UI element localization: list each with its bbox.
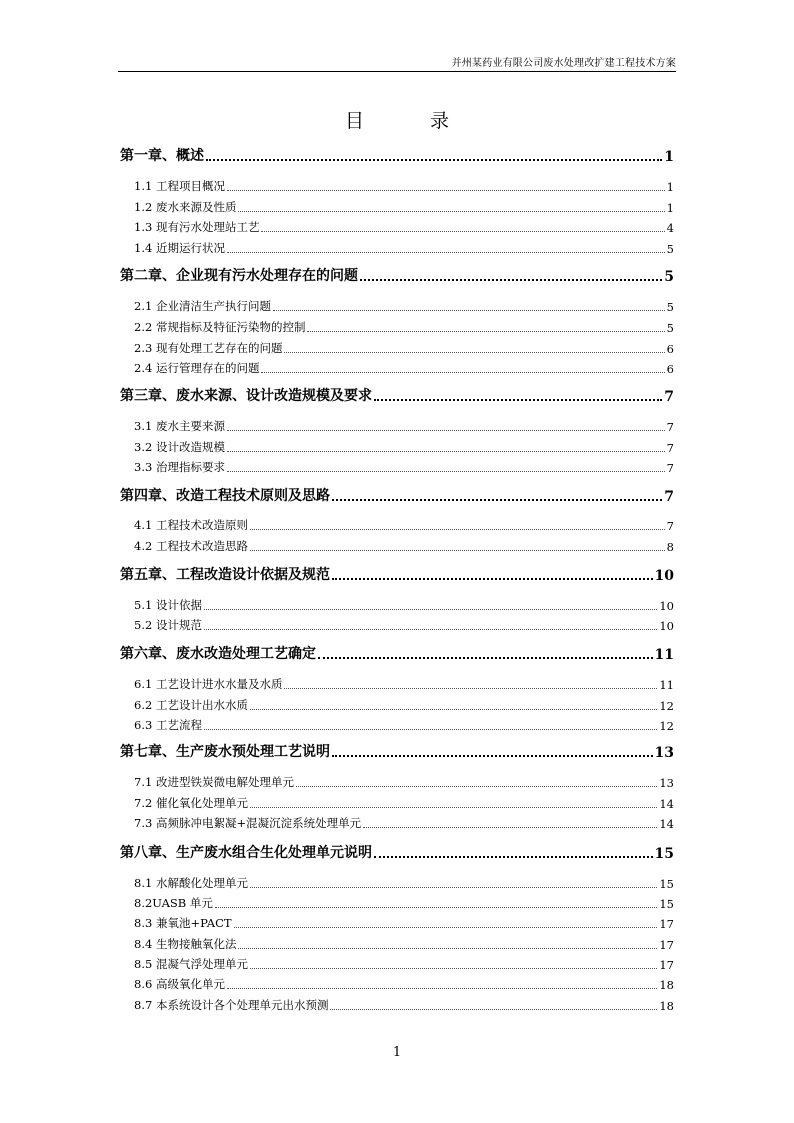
toc-section-page: 18 <box>659 999 674 1013</box>
toc-chapter-page: 5 <box>664 269 674 285</box>
dot-leader <box>227 451 665 452</box>
toc-section-label: 3.3 治理指标要求 <box>134 460 225 474</box>
toc-section-label: 4.1 工程技术改造原则 <box>134 518 248 532</box>
toc-section[interactable] <box>134 516 674 533</box>
toc-section-label: 2.1 企业清洁生产执行问题 <box>134 299 271 313</box>
dot-leader <box>206 159 662 161</box>
dot-leader <box>227 988 657 989</box>
toc-section-page: 13 <box>659 776 674 790</box>
dot-leader <box>332 755 653 757</box>
toc-section-label: 1.3 现有污水处理站工艺 <box>134 220 260 234</box>
toc-section-page: 18 <box>659 978 674 992</box>
toc-section[interactable] <box>134 537 674 554</box>
toc-section[interactable] <box>134 975 674 992</box>
toc-section[interactable] <box>134 955 674 972</box>
dot-leader <box>227 190 665 191</box>
toc-section-page: 5 <box>666 321 674 335</box>
toc-section[interactable] <box>134 198 674 215</box>
toc-section[interactable] <box>134 996 674 1013</box>
toc-section-page: 1 <box>666 201 674 215</box>
toc-section[interactable] <box>134 696 674 713</box>
dot-leader <box>250 807 657 808</box>
dot-leader <box>261 372 664 373</box>
toc-section-label: 1.2 废水来源及性质 <box>134 200 237 214</box>
dot-leader <box>204 629 657 630</box>
toc-section-page: 14 <box>659 797 674 811</box>
toc-chapter[interactable] <box>120 485 674 505</box>
toc-section[interactable] <box>134 675 674 692</box>
toc-section[interactable] <box>134 596 674 613</box>
running-header: 并州某药业有限公司废水处理改扩建工程技术方案 <box>451 58 676 69</box>
dot-leader <box>273 310 665 311</box>
toc-chapter-page: 1 <box>664 149 674 165</box>
dot-leader <box>227 471 665 472</box>
dot-leader <box>330 1009 657 1010</box>
toc-section-page: 1 <box>666 180 674 194</box>
toc-section[interactable] <box>134 458 674 475</box>
toc-section-page: 5 <box>666 300 674 314</box>
toc-section-page: 14 <box>659 817 674 831</box>
toc-section[interactable] <box>134 874 674 891</box>
toc-chapter-label: 第四章、改造工程技术原则及思路 <box>120 488 330 504</box>
toc-section-label: 2.3 现有处理工艺存在的问题 <box>134 341 283 355</box>
toc-section[interactable] <box>134 297 674 314</box>
toc-section-page: 7 <box>666 461 674 475</box>
toc-section-label: 6.2 工艺设计出水水质 <box>134 698 248 712</box>
toc-chapter-page: 10 <box>654 568 674 584</box>
toc-section-page: 12 <box>659 719 674 733</box>
dot-leader <box>318 657 653 659</box>
dot-leader <box>215 907 657 908</box>
dot-leader <box>296 786 657 787</box>
toc-section-page: 7 <box>666 519 674 533</box>
toc-chapter[interactable] <box>120 741 674 761</box>
toc-section-page: 17 <box>659 938 674 952</box>
dot-leader <box>284 688 657 689</box>
toc-section[interactable] <box>134 794 674 811</box>
toc-section[interactable] <box>134 616 674 633</box>
toc-section-label: 1.4 近期运行状况 <box>134 241 225 255</box>
toc-section[interactable] <box>134 218 674 235</box>
dot-leader <box>238 948 657 949</box>
dot-leader <box>238 211 664 212</box>
toc-section[interactable] <box>134 894 674 911</box>
dot-leader <box>374 399 662 401</box>
toc-chapter-page: 11 <box>654 647 674 663</box>
toc-section-label: 3.1 废水主要来源 <box>134 419 225 433</box>
dot-leader <box>332 499 662 501</box>
toc-section-label: 8.6 高级氧化单元 <box>134 977 225 991</box>
toc-section-label: 5.2 设计规范 <box>134 618 202 632</box>
toc-section-label: 1.1 工程项目概况 <box>134 179 225 193</box>
dot-leader <box>250 529 665 530</box>
toc-section-label: 2.2 常规指标及特征污染物的控制 <box>134 320 306 334</box>
toc-section[interactable] <box>134 914 674 931</box>
dot-leader <box>360 279 662 281</box>
toc-section-label: 7.2 催化氧化处理单元 <box>134 796 248 810</box>
toc-section-label: 8.4 生物接触氧化法 <box>134 937 237 951</box>
toc-section-label: 7.3 高频脉冲电絮凝+混凝沉淀系统处理单元 <box>134 816 362 830</box>
toc-section-label: 6.1 工艺设计进水水量及水质 <box>134 677 283 691</box>
toc-section[interactable] <box>134 318 674 335</box>
toc-chapter-page: 13 <box>654 745 674 761</box>
toc-section-label: 5.1 设计依据 <box>134 598 202 612</box>
toc-section-label: 8.5 混凝气浮处理单元 <box>134 957 248 971</box>
toc-section-page: 17 <box>659 917 674 931</box>
toc-chapter-label: 第五章、工程改造设计依据及规范 <box>120 567 330 583</box>
dot-leader <box>332 578 653 580</box>
dot-leader <box>250 968 657 969</box>
toc-section-label: 7.1 改进型铁炭微电解处理单元 <box>134 775 294 789</box>
toc-chapter-label: 第三章、废水来源、设计改造规模及要求 <box>120 388 372 404</box>
toc-section-label: 8.3 兼氧池+PACT <box>134 916 232 930</box>
toc-section[interactable] <box>134 438 674 455</box>
toc-section-page: 12 <box>659 699 674 713</box>
toc-chapter[interactable] <box>120 385 674 405</box>
toc-section[interactable] <box>134 935 674 952</box>
toc-section-label: 8.2UASB 单元 <box>134 896 213 910</box>
toc-section[interactable] <box>134 359 674 376</box>
toc-section-page: 7 <box>666 420 674 434</box>
toc-chapter[interactable] <box>120 265 674 285</box>
dot-leader <box>307 331 664 332</box>
toc-section[interactable] <box>134 716 674 733</box>
toc-section-page: 6 <box>666 342 674 356</box>
toc-section[interactable] <box>134 177 674 194</box>
dot-leader <box>363 827 657 828</box>
toc-section-page: 15 <box>659 897 674 911</box>
toc-section-label: 4.2 工程技术改造思路 <box>134 539 248 553</box>
toc-section-page: 6 <box>666 362 674 376</box>
toc-chapter-label: 第一章、概述 <box>120 148 204 164</box>
toc-section[interactable] <box>134 814 674 831</box>
toc-section[interactable] <box>134 239 674 256</box>
header-rule <box>118 71 676 72</box>
page-number: 1 <box>392 1045 402 1060</box>
toc-chapter-page: 7 <box>664 389 674 405</box>
dot-leader <box>234 927 658 928</box>
dot-leader <box>204 609 657 610</box>
dot-leader <box>250 709 657 710</box>
toc-section[interactable] <box>134 773 674 790</box>
toc-chapter-label: 第六章、废水改造处理工艺确定 <box>120 646 316 662</box>
toc-section-page: 15 <box>659 877 674 891</box>
toc-section-label: 8.1 水解酸化处理单元 <box>134 876 248 890</box>
dot-leader <box>227 252 665 253</box>
toc-chapter[interactable] <box>120 643 674 663</box>
toc-section-page: 11 <box>659 678 674 692</box>
toc-section-label: 2.4 运行管理存在的问题 <box>134 361 260 375</box>
toc-section-label: 8.7 本系统设计各个处理单元出水预测 <box>134 998 329 1012</box>
toc-section-page: 10 <box>659 599 674 613</box>
toc-chapter-label: 第八章、生产废水组合生化处理单元说明 <box>120 845 372 861</box>
toc-chapter-page: 7 <box>664 489 674 505</box>
dot-leader <box>227 430 665 431</box>
toc-section-page: 4 <box>666 221 674 235</box>
toc-section-label: 3.2 设计改造规模 <box>134 440 225 454</box>
toc-chapter-label: 第二章、企业现有污水处理存在的问题 <box>120 268 358 284</box>
toc-chapter[interactable] <box>120 842 674 862</box>
dot-leader <box>261 231 664 232</box>
toc-section-page: 10 <box>659 619 674 633</box>
dot-leader <box>250 887 657 888</box>
toc-section-page: 5 <box>666 242 674 256</box>
toc-title: 目 录 <box>344 110 480 132</box>
toc-chapter[interactable] <box>120 564 674 584</box>
toc-section[interactable] <box>134 339 674 356</box>
dot-leader <box>374 856 653 858</box>
toc-section[interactable] <box>134 417 674 434</box>
toc-chapter[interactable] <box>120 145 674 165</box>
toc-chapter-page: 15 <box>654 846 674 862</box>
toc-section-page: 8 <box>666 540 674 554</box>
toc-section-label: 6.3 工艺流程 <box>134 718 202 732</box>
dot-leader <box>250 550 665 551</box>
dot-leader <box>284 352 664 353</box>
toc-section-page: 7 <box>666 441 674 455</box>
dot-leader <box>204 729 657 730</box>
toc-chapter-label: 第七章、生产废水预处理工艺说明 <box>120 744 330 760</box>
toc-section-page: 17 <box>659 958 674 972</box>
